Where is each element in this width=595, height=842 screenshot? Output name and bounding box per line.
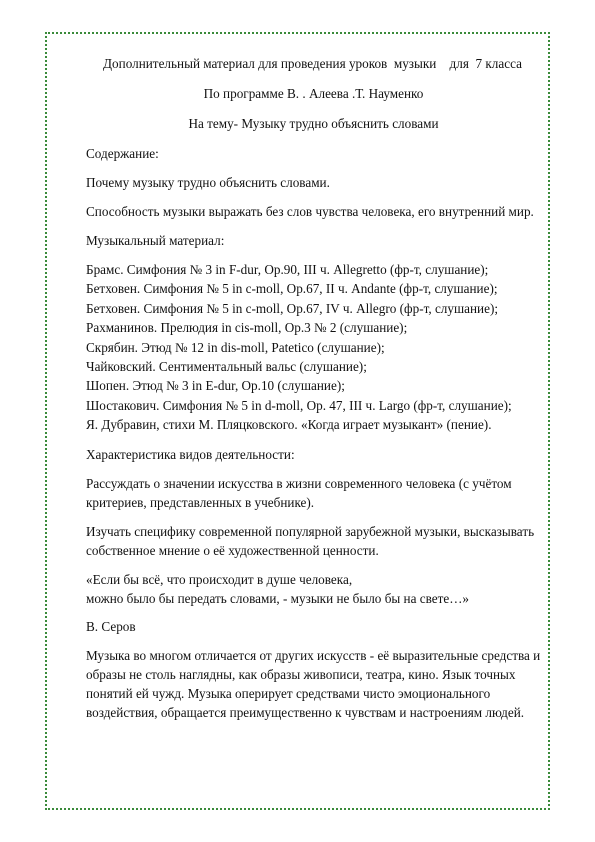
- document-body: [86, 54, 541, 722]
- program-subtitle: По программе В. . Алеева .Т. Науменко: [203, 86, 424, 101]
- music-item: Бетховен. Симфония № 5 in c-moll, Op.67, IV ч. Allegro (фр-т, слушание);: [86, 300, 499, 316]
- music-item: Я. Дубравин, стихи М. Пляцковского. «Когда играет музыкант» (пение).: [86, 417, 492, 433]
- final-paragraph: Музыка во многом отличается от других искусств - её выразительные средства и образы не столь наглядны, как образы живописи, театра, кино. Язык точных понятий ей чужд. Музыка оперирует средствами чисто эмоционального воздействия, обращается преимущественно к чувствам и настроениям людей.: [86, 647, 541, 720]
- music-item: Бетховен. Симфония № 5 in c-moll, Op.67, II ч. Andante (фр-т, слушание);: [86, 281, 498, 297]
- music-material-label: Музыкальный материал:: [86, 233, 225, 248]
- quote-author: В. Серов: [86, 618, 136, 634]
- epigraph-quote: «Если бы всё, что происходит в душе человека, можно было бы передать словами, - музыки не было бы на свете…»: [86, 571, 470, 606]
- music-item: Брамс. Симфония № 3 in F-dur, Op.90, III ч. Allegretto (фр-т, слушание);: [86, 262, 489, 277]
- music-item: Скрябин. Этюд № 12 in dis-moll, Patetico (слушание);: [86, 339, 385, 355]
- activity-item-2: Изучать специфику современной популярной зарубежной музыки, высказывать собственное мнение о её художественной ценности.: [86, 523, 535, 558]
- lesson-topic: На тему- Музыку трудно объяснить словами: [188, 116, 439, 131]
- activity-item-1: Рассуждать о значении искусства в жизни современного человека (с учётом критериев, представленных в учебнике).: [86, 475, 512, 510]
- content-item-1: Почему музыку трудно объяснить словами.: [86, 175, 330, 190]
- document-title: Дополнительный материал для проведения уроков музыки для 7 класса: [103, 56, 522, 71]
- content-label: Содержание:: [86, 146, 159, 161]
- music-item: Чайковский. Сентиментальный вальс (слушание);: [86, 359, 367, 375]
- music-list: [86, 260, 541, 435]
- music-item: Рахманинов. Прелюдия in cis-moll, Op.3 № 2 (слушание);: [86, 320, 408, 336]
- music-item: Шостакович. Симфония № 5 in d-moll, Op. 47, III ч. Largo (фр-т, слушание);: [86, 397, 512, 413]
- content-item-2: Способность музыки выражать без слов чувства человека, его внутренний мир.: [86, 204, 534, 219]
- activity-label: Характеристика видов деятельности:: [86, 446, 295, 462]
- music-item: Шопен. Этюд № 3 in E-dur, Op.10 (слушание);: [86, 378, 345, 394]
